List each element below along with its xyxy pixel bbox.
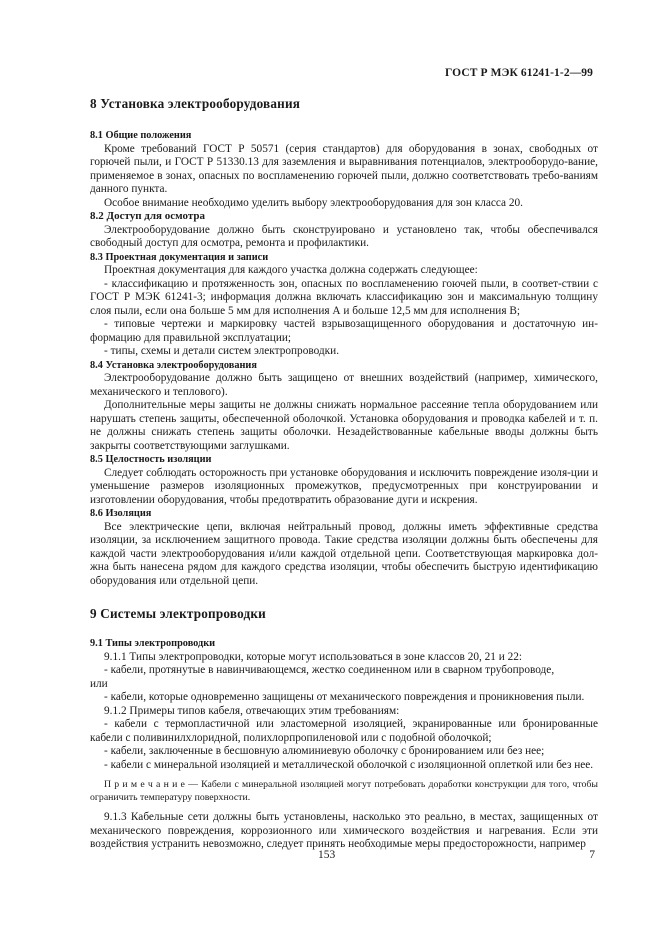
paragraph: Дополнительные меры защиты не должны снижать нормальное рассеяние тепла оборудованием или нарушать степень защиты, обеспеченной оболочкой. Установка оборудования и проводка кабелей и т. п. не должны снижать степень защиты оболочки. Незадействованные кабельные вводы должны быть закрыты соответствующими заглушками.	[90, 399, 598, 452]
paragraph: Особое внимание необходимо уделить выбору электрооборудования для зон класса 20.	[104, 196, 523, 209]
footer-center-number: 153	[318, 849, 336, 861]
paragraph: - классификацию и протяженность зон, опасных по воспламенению гоючей пыли, в соответ-ствии с ГОСТ Р МЭК 61241-3; информация должна включать классификацию зон и максимальную толщину слоя пыли, если она больше 5 мм для исполнения А и больше 12,5 мм для исполнения В;	[90, 277, 598, 317]
list-item: - кабели с минеральной изоляцией и металлической оболочкой с изоляционной оплеткой или без нее.	[104, 758, 594, 771]
paragraph: или	[90, 677, 108, 690]
page-number: 7	[589, 849, 595, 861]
document-body	[90, 96, 598, 852]
section-9-1-title: 9.1 Типы электропроводки	[90, 638, 216, 649]
section-8-1-title: 8.1 Общие положения	[90, 130, 192, 141]
paragraph: - типовые чертежи и маркировку частей взрывозащищенного оборудования и достаточную ин-формацию для правильной эксплуатации;	[90, 318, 598, 344]
note-label: П р и м е ч а н и е —	[104, 779, 198, 790]
paragraph: - типы, схемы и детали систем электропроводки.	[104, 345, 340, 357]
section-8-title: 8 Установка электрооборудования	[90, 96, 301, 111]
section-8-2-title: 8.2 Доступ для осмотра	[90, 210, 205, 222]
note-text: Кабели с минеральной изоляцией могут потребовать доработки конструкции для того, чтобы ограничить температуру поверхности.	[90, 779, 598, 803]
paragraph: Электрооборудование должно быть сконструировано и установлено так, чтобы обеспечивался свободный доступ для осмотра, ремонта и профилактики.	[90, 223, 598, 249]
document-code: ГОСТ Р МЭК 61241-1-2—99	[445, 67, 593, 79]
list-item: - кабели, протянутые в навинчивающемся, жестко соединенном или в сварном трубопроводе,	[104, 664, 555, 676]
section-8-4-title: 8.4 Установка электрооборудования	[90, 359, 257, 371]
paragraph: 9.1.1 Типы электропроводки, которые могут использоваться в зоне классов 20, 21 и 22:	[104, 650, 523, 663]
paragraph: Кроме требований ГОСТ Р 50571 (серия стандартов) для оборудования в зонах, свободных от горючей пыли, и ГОСТ Р 51330.13 для заземления и выравнивания потенциалов, электрооборудо-вание, применяемое в зонах, опасных по воспламенению горючей пыли, должно соответствовать требо-ваниям данного пункта.	[90, 142, 598, 195]
list-item: - кабели с термопластичной или эластомерной изоляцией, экранированные или бронированные кабели с поливинилхлоридной, полихлорпропиленовой или с подобной оболочкой;	[90, 718, 598, 744]
section-9-title: 9 Системы электропроводки	[90, 606, 266, 621]
paragraph: Все электрические цепи, включая нейтральный провод, должны иметь эффективные средства изоляции, за исключением защитного провода. Такие средства изоляции должны быть обеспечены для каждой части электрооборудования и/или каждой отдельной цепи. Соответствующая маркировка дол-жна быть нанесена рядом для каждого средства изоляции, чтобы обеспечить быструю идентификацию оборудования или отдельной цепи.	[90, 520, 598, 587]
paragraph: 9.1.3 Кабельные сети должны быть установлены, насколько это реально, в местах, защищенных от механического повреждения, коррозионного или химического воздействия и нагревания. Если эти воздействия устранить невозможно, следует принять необходимые меры предосторожности, например	[90, 811, 598, 850]
list-item: - кабели, заключенные в бесшовную алюминиевую оболочку с бронированием или без нее;	[104, 745, 545, 757]
section-8-6-title: 8.6 Изоляция	[90, 508, 152, 519]
paragraph: Электрооборудование должно быть защищено от внешних воздействий (например, химического, механического и теплового).	[90, 372, 598, 398]
section-8-3-title: 8.3 Проектная документация и записи	[90, 251, 269, 263]
paragraph: Следует соблюдать осторожность при установке оборудования и исключить повреждение изоля-ции и уменьшение размеров изоляционных промежутков, предусмотренных при конструировании и изготовлении оборудования, чтобы предотвратить образование дуги и искрения.	[90, 466, 598, 506]
note	[90, 779, 598, 804]
paragraph: Проектная документация для каждого участка должна содержать следующее:	[104, 264, 478, 276]
paragraph: 9.1.2 Примеры типов кабеля, отвечающих этим требованиям:	[104, 704, 400, 717]
section-8-5-title: 8.5 Целостность изоляции	[90, 454, 212, 465]
list-item: - кабели, которые одновременно защищены от механического повреждения и проникновения пыли.	[104, 691, 585, 703]
